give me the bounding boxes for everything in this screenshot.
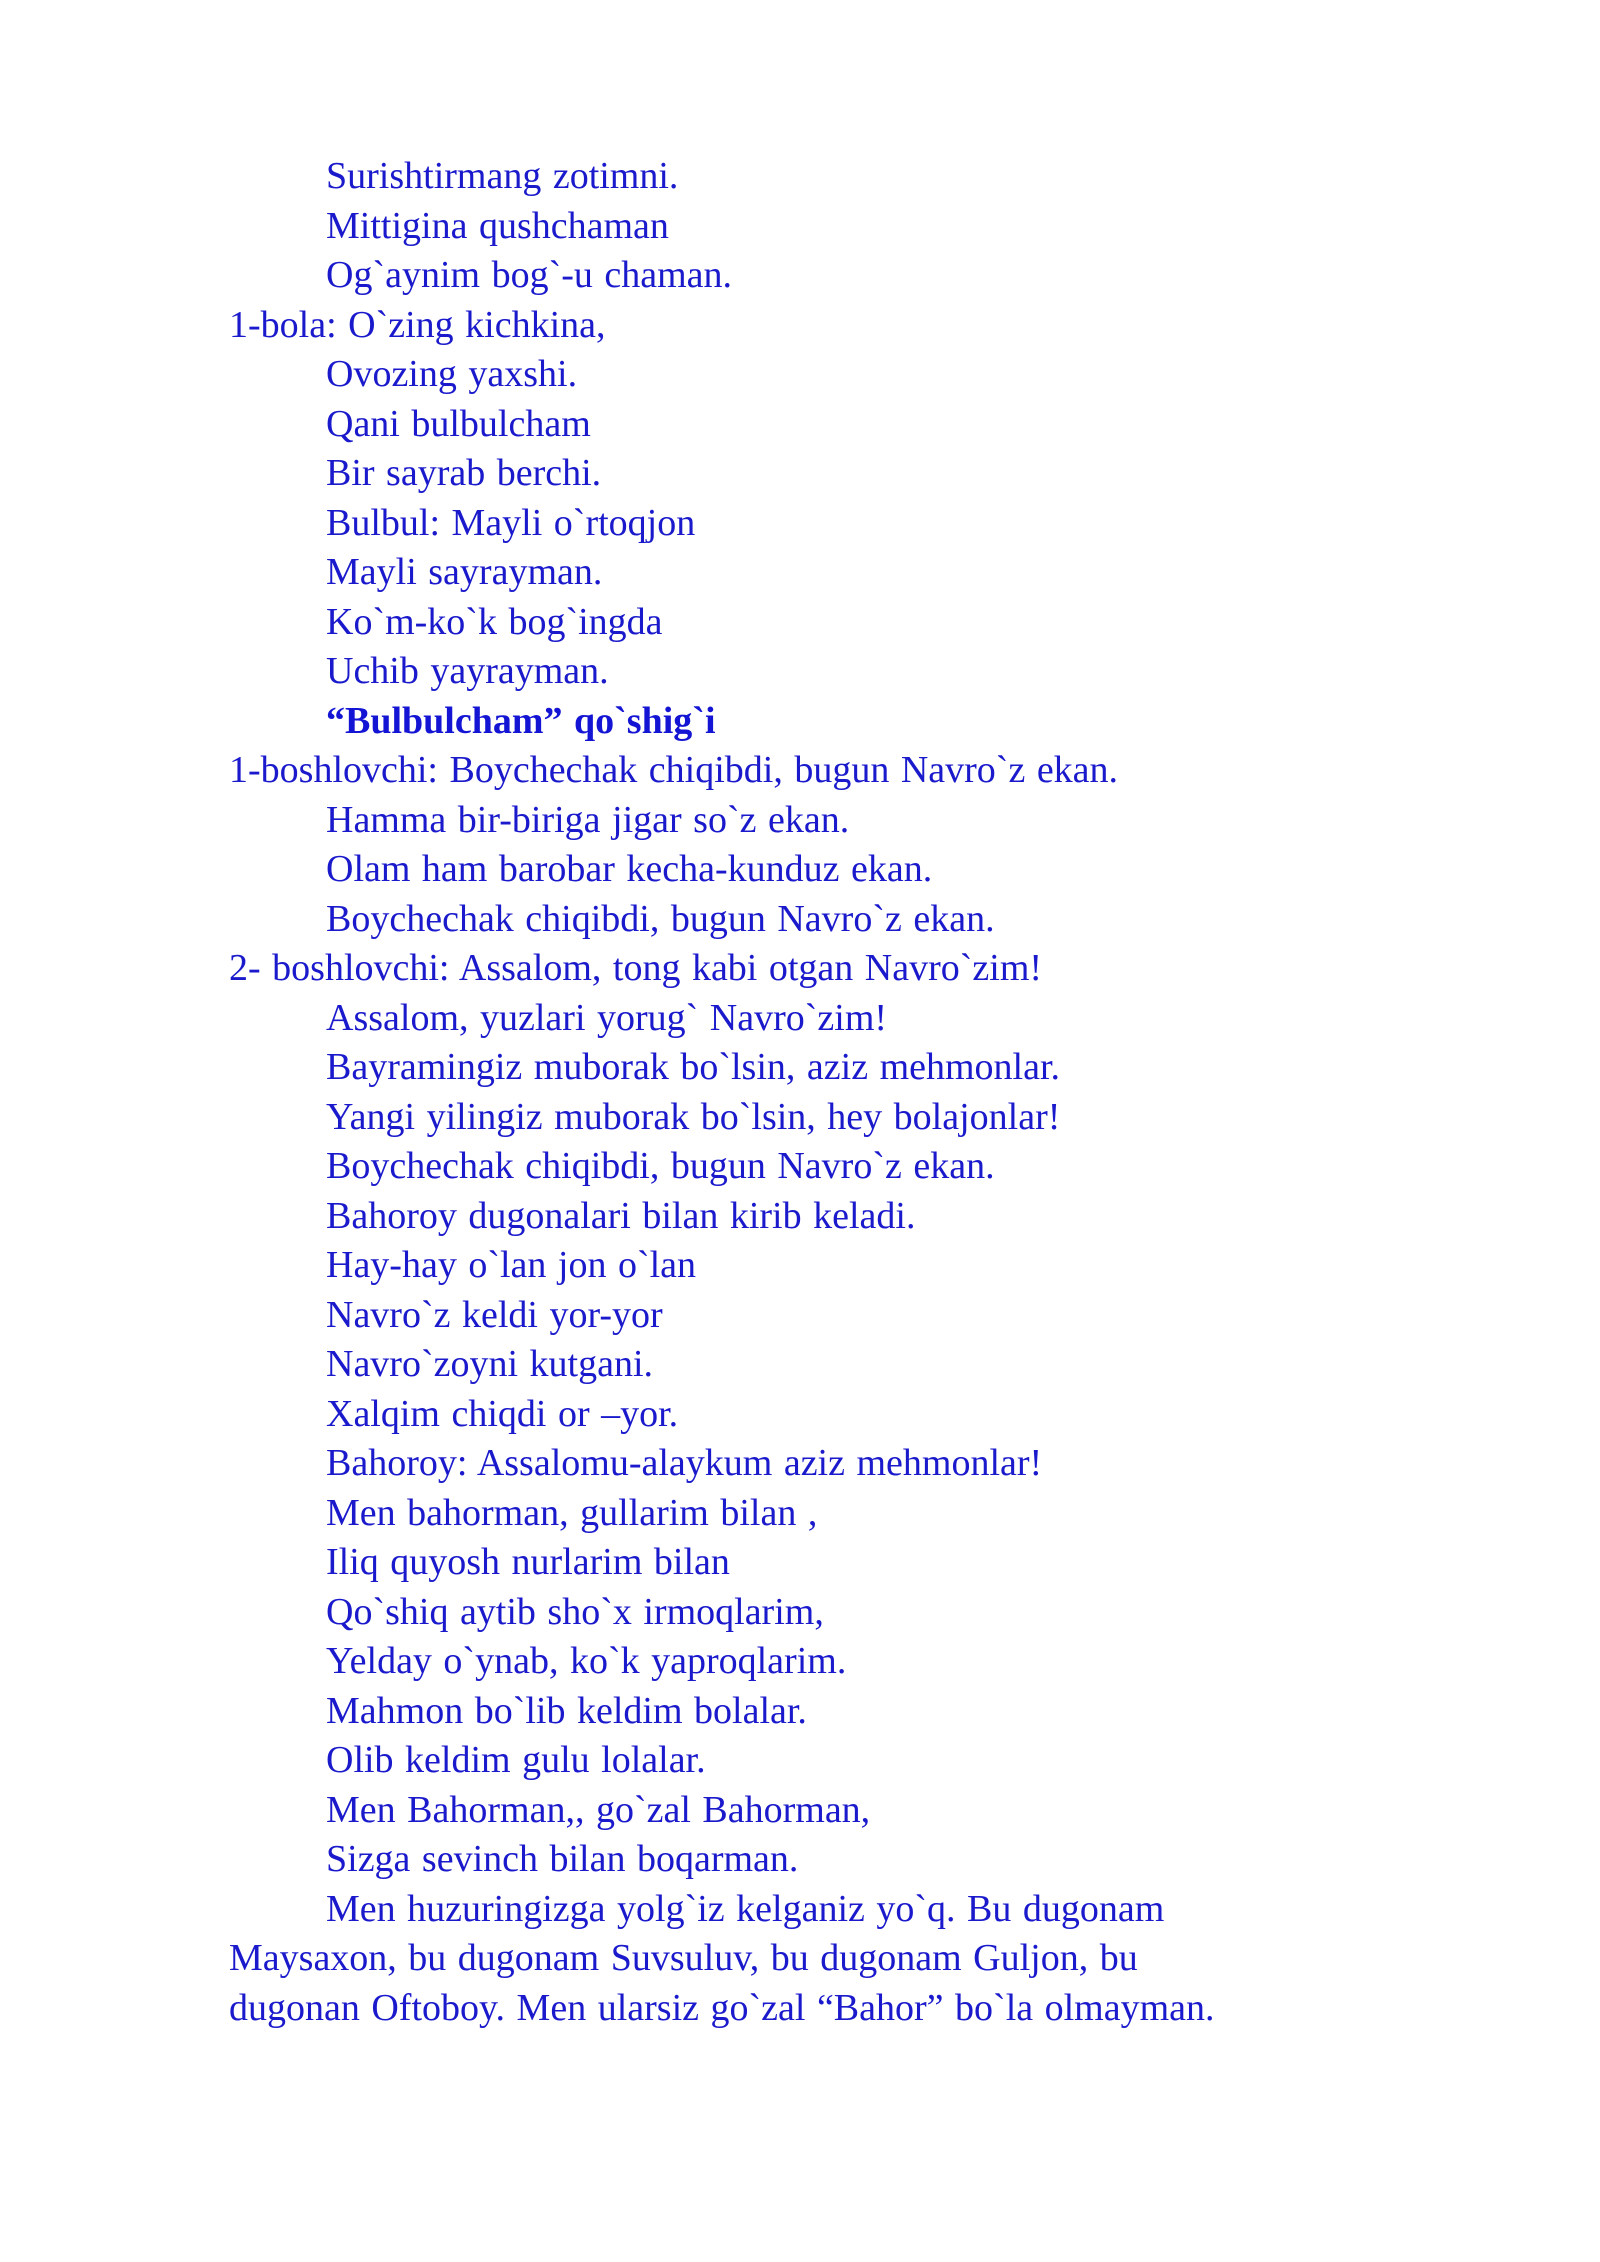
- script-line: Og`aynim bog`-u chaman.: [326, 254, 733, 296]
- script-line: Navro`zoyni kutgani.: [326, 1343, 654, 1385]
- script-line: Bulbul: Mayli o`rtoqjon: [326, 501, 696, 544]
- script-line: Qo`shiq aytib sho`x irmoqlarim,: [326, 1590, 824, 1633]
- script-line: Sizga sevinch bilan boqarman.: [326, 1838, 799, 1880]
- script-line: Yangi yilingiz muborak bo`lsin, hey bolajonlar!: [326, 1095, 1061, 1138]
- script-line: Mittigina qushchaman: [326, 204, 669, 247]
- paragraph-line-1: Men huzuringizga yolg`iz kelganiz yo`q. Bu dugonam: [326, 1887, 1165, 1930]
- paragraph-line-3: dugonan Oftoboy. Men ularsiz go`zal “Bahor” bo`la olmayman.: [229, 1986, 1215, 2029]
- script-line: 1-boshlovchi: Boychechak chiqibdi, bugun Navro`z ekan.: [229, 749, 1119, 791]
- script-line: Boychechak chiqibdi, bugun Navro`z ekan.: [326, 897, 995, 940]
- script-line: Iliq quyosh nurlarim bilan: [326, 1541, 730, 1583]
- script-line: Bayramingiz muborak bo`lsin, aziz mehmonlar.: [326, 1046, 1061, 1088]
- script-line: Surishtirmang zotimni.: [326, 155, 679, 197]
- script-line: Navro`z keldi yor-yor: [326, 1293, 663, 1336]
- script-line: Men bahorman, gullarim bilan ,: [326, 1491, 818, 1534]
- script-line: Bir sayrab berchi.: [326, 452, 602, 494]
- script-line: Boychechak chiqibdi, bugun Navro`z ekan.: [326, 1145, 995, 1187]
- script-text-block: [229, 152, 1409, 2033]
- script-line: Men Bahorman,, go`zal Bahorman,: [326, 1788, 871, 1831]
- script-line: Olam ham barobar kecha-kunduz ekan.: [326, 848, 933, 890]
- script-line: Bahoroy: Assalomu-alaykum aziz mehmonlar!: [326, 1442, 1043, 1484]
- script-line: Xalqim chiqdi or –yor.: [326, 1392, 679, 1435]
- script-line: Mahmon bo`lib keldim bolalar.: [326, 1689, 807, 1732]
- script-line: Hamma bir-biriga jigar so`z ekan.: [326, 798, 850, 841]
- script-line: Uchib yayrayman.: [326, 650, 609, 692]
- script-line: Ovozing yaxshi.: [326, 353, 578, 395]
- script-lines: [229, 152, 1409, 1885]
- script-line: Assalom, yuzlari yorug` Navro`zim!: [326, 996, 888, 1039]
- song-title-line: “Bulbulcham” qo`shig`i: [326, 699, 716, 742]
- script-line: Mayli sayrayman.: [326, 551, 603, 593]
- script-line: Bahoroy dugonalari bilan kirib keladi.: [326, 1194, 916, 1237]
- script-line: Yelday o`ynab, ko`k yaproqlarim.: [326, 1640, 847, 1682]
- script-line: Qani bulbulcham: [326, 402, 591, 445]
- script-line: Hay-hay o`lan jon o`lan: [326, 1244, 697, 1286]
- script-line: 2- boshlovchi: Assalom, tong kabi otgan Navro`zim!: [229, 947, 1043, 989]
- script-line: Ko`m-ko`k bog`ingda: [326, 600, 663, 643]
- script-line: 1-bola: O`zing kichkina,: [229, 303, 606, 346]
- paragraph-line-2: Maysaxon, bu dugonam Suvsuluv, bu dugonam Guljon, bu: [229, 1937, 1138, 1979]
- script-line: Olib keldim gulu lolalar.: [326, 1739, 706, 1781]
